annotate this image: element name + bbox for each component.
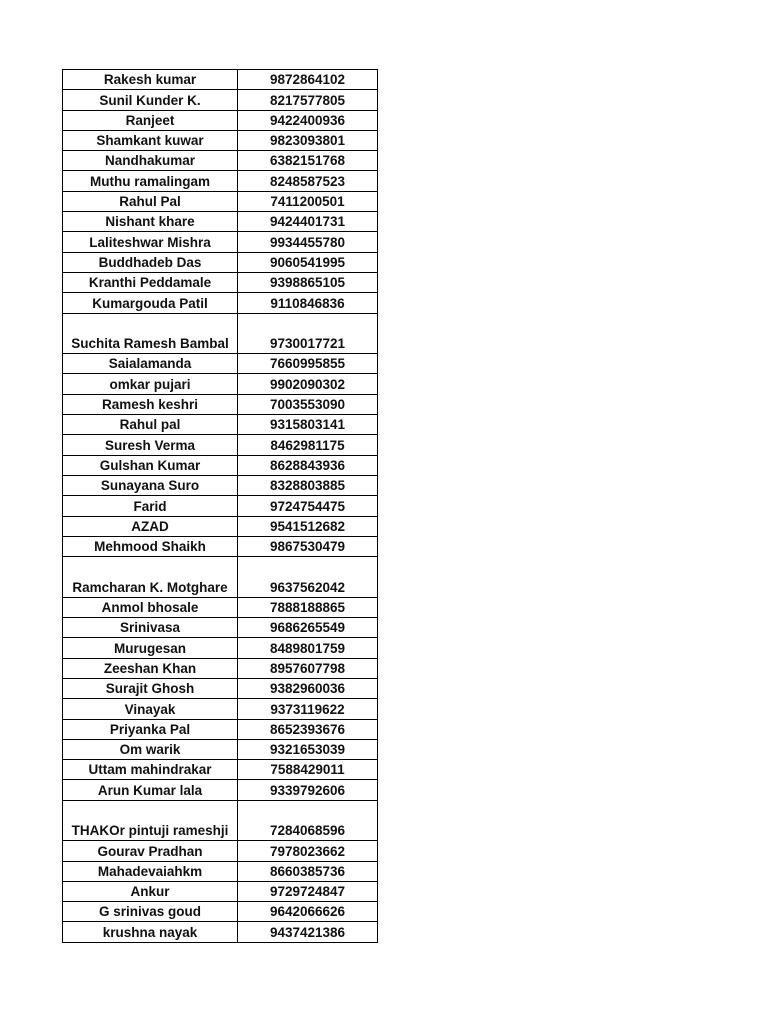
contact-name-cell: Nandhakumar: [63, 151, 238, 171]
contact-name-cell: Ankur: [63, 881, 238, 901]
contact-phone-cell: 9321653039: [238, 739, 378, 759]
contact-phone-cell: 7588429011: [238, 760, 378, 780]
table-row: [63, 638, 378, 658]
table-row: [63, 435, 378, 455]
contact-phone-cell: 9729724847: [238, 881, 378, 901]
table-row: [63, 496, 378, 516]
table-row: [63, 252, 378, 272]
contact-phone-cell: 9867530479: [238, 536, 378, 556]
contact-phone-cell: 9724754475: [238, 496, 378, 516]
table-row: [63, 536, 378, 556]
table-row: [63, 394, 378, 414]
contact-phone-cell: 9902090302: [238, 374, 378, 394]
contact-phone-cell: 8489801759: [238, 638, 378, 658]
table-row: [63, 90, 378, 110]
contact-name-cell: Rakesh kumar: [63, 70, 238, 90]
contact-phone-cell: 9422400936: [238, 110, 378, 130]
contact-name-cell: omkar pujari: [63, 374, 238, 394]
contacts-table: [62, 69, 378, 943]
contact-phone-cell: 6382151768: [238, 151, 378, 171]
contact-name-cell: Rahul Pal: [63, 191, 238, 211]
table-row: [63, 922, 378, 942]
contact-phone-cell: 9823093801: [238, 130, 378, 150]
contact-phone-cell: 9934455780: [238, 232, 378, 252]
contact-name-cell: Nishant khare: [63, 212, 238, 232]
contact-phone-cell: 8652393676: [238, 719, 378, 739]
table-row: [63, 881, 378, 901]
table-row: [63, 455, 378, 475]
contact-name-cell: Shamkant kuwar: [63, 130, 238, 150]
table-row: [63, 516, 378, 536]
contact-phone-cell: 8462981175: [238, 435, 378, 455]
table-row: [63, 658, 378, 678]
contact-phone-cell: 9060541995: [238, 252, 378, 272]
contact-phone-cell: 7888188865: [238, 597, 378, 617]
table-row: [63, 557, 378, 598]
contact-phone-cell: 8248587523: [238, 171, 378, 191]
contact-name-cell: Farid: [63, 496, 238, 516]
table-row: [63, 374, 378, 394]
contact-name-cell: Mehmood Shaikh: [63, 536, 238, 556]
table-row: [63, 212, 378, 232]
contact-name-cell: Anmol bhosale: [63, 597, 238, 617]
contact-name-cell: Sunayana Suro: [63, 475, 238, 495]
table-row: [63, 780, 378, 800]
table-row: [63, 110, 378, 130]
contact-phone-cell: 9382960036: [238, 678, 378, 698]
contact-phone-cell: 7284068596: [238, 800, 378, 841]
table-row: [63, 699, 378, 719]
contact-name-cell: Murugesan: [63, 638, 238, 658]
table-row: [63, 475, 378, 495]
table-row: [63, 232, 378, 252]
contact-phone-cell: 9110846836: [238, 293, 378, 313]
contact-name-cell: THAKOr pintuji rameshji: [63, 800, 238, 841]
contact-name-cell: Buddhadeb Das: [63, 252, 238, 272]
contact-phone-cell: 9339792606: [238, 780, 378, 800]
contact-name-cell: Ramcharan K. Motghare: [63, 557, 238, 598]
contact-name-cell: Gourav Pradhan: [63, 841, 238, 861]
contact-name-cell: Kranthi Peddamale: [63, 272, 238, 292]
table-row: [63, 354, 378, 374]
contact-name-cell: Ramesh keshri: [63, 394, 238, 414]
contact-phone-cell: 8957607798: [238, 658, 378, 678]
contact-phone-cell: 8328803885: [238, 475, 378, 495]
contact-phone-cell: 7978023662: [238, 841, 378, 861]
contact-name-cell: Surajit Ghosh: [63, 678, 238, 698]
contact-name-cell: Kumargouda Patil: [63, 293, 238, 313]
contact-name-cell: Muthu ramalingam: [63, 171, 238, 191]
contact-name-cell: Ranjeet: [63, 110, 238, 130]
contact-name-cell: Arun Kumar lala: [63, 780, 238, 800]
table-row: [63, 678, 378, 698]
contact-phone-cell: 9541512682: [238, 516, 378, 536]
contact-name-cell: Priyanka Pal: [63, 719, 238, 739]
contact-phone-cell: 7660995855: [238, 354, 378, 374]
table-row: [63, 130, 378, 150]
contact-name-cell: Vinayak: [63, 699, 238, 719]
contact-name-cell: Om warik: [63, 739, 238, 759]
table-row: [63, 151, 378, 171]
contact-name-cell: Rahul pal: [63, 415, 238, 435]
contact-name-cell: Suresh Verma: [63, 435, 238, 455]
contact-phone-cell: 9642066626: [238, 902, 378, 922]
contact-name-cell: Saialamanda: [63, 354, 238, 374]
table-row: [63, 293, 378, 313]
contact-phone-cell: 8628843936: [238, 455, 378, 475]
contact-phone-cell: 8660385736: [238, 861, 378, 881]
contact-phone-cell: 9686265549: [238, 618, 378, 638]
table-row: [63, 902, 378, 922]
table-row: [63, 760, 378, 780]
contact-phone-cell: 9872864102: [238, 70, 378, 90]
table-row: [63, 800, 378, 841]
contact-phone-cell: 9637562042: [238, 557, 378, 598]
contact-name-cell: Gulshan Kumar: [63, 455, 238, 475]
contact-phone-cell: 7003553090: [238, 394, 378, 414]
table-row: [63, 171, 378, 191]
contact-name-cell: Sunil Kunder K.: [63, 90, 238, 110]
table-row: [63, 313, 378, 354]
table-row: [63, 739, 378, 759]
table-row: [63, 272, 378, 292]
table-row: [63, 719, 378, 739]
contact-name-cell: Zeeshan Khan: [63, 658, 238, 678]
contact-name-cell: Mahadevaiahkm: [63, 861, 238, 881]
contacts-table-body: [63, 70, 378, 943]
contact-phone-cell: 8217577805: [238, 90, 378, 110]
contact-phone-cell: 9424401731: [238, 212, 378, 232]
contact-phone-cell: 9315803141: [238, 415, 378, 435]
table-row: [63, 618, 378, 638]
contact-phone-cell: 9398865105: [238, 272, 378, 292]
table-row: [63, 415, 378, 435]
contact-name-cell: Srinivasa: [63, 618, 238, 638]
table-row: [63, 191, 378, 211]
contact-name-cell: Suchita Ramesh Bambal: [63, 313, 238, 354]
contact-name-cell: G srinivas goud: [63, 902, 238, 922]
contact-phone-cell: 9437421386: [238, 922, 378, 942]
table-row: [63, 841, 378, 861]
table-row: [63, 597, 378, 617]
contact-name-cell: AZAD: [63, 516, 238, 536]
contact-name-cell: Laliteshwar Mishra: [63, 232, 238, 252]
table-row: [63, 70, 378, 90]
table-row: [63, 861, 378, 881]
contact-phone-cell: 9373119622: [238, 699, 378, 719]
contact-phone-cell: 9730017721: [238, 313, 378, 354]
contact-phone-cell: 7411200501: [238, 191, 378, 211]
contact-name-cell: krushna nayak: [63, 922, 238, 942]
contact-name-cell: Uttam mahindrakar: [63, 760, 238, 780]
